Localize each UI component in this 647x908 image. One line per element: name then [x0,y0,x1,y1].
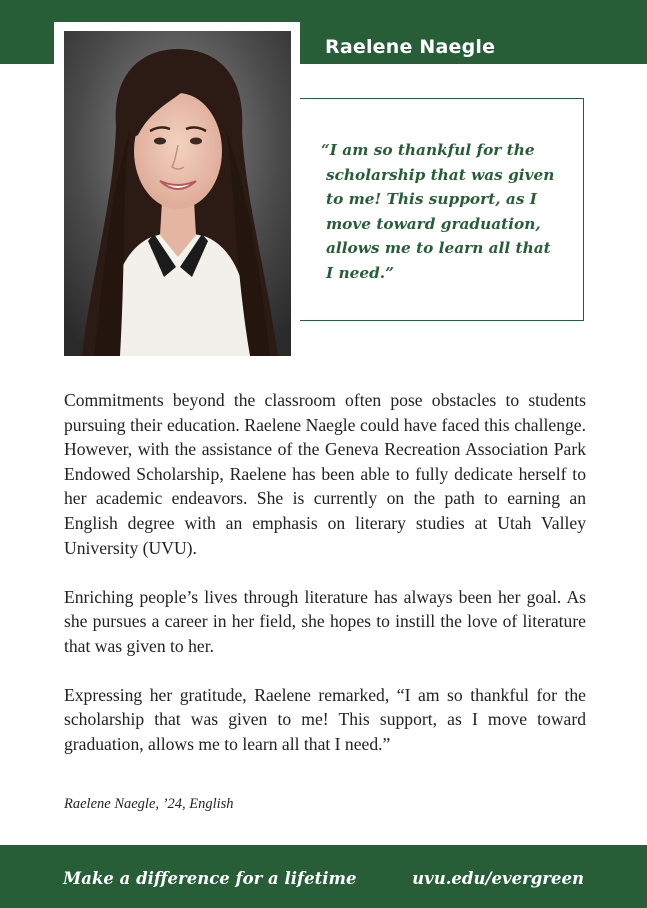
footer-website-link[interactable]: uvu.edu/evergreen [412,869,584,888]
student-name-title: Raelene Naegle [325,36,496,58]
footer-tagline: Make a difference for a lifetime [63,869,357,888]
body-paragraph: Expressing her gratitude, Raelene remarked, “I am so thankful for the scholarship that was given to me! This support, as I move toward graduation, allows me to learn all that I need.” [64,684,586,754]
pull-quote-line: scholarship that was given [326,165,555,184]
pull-quote-line: allows me to learn all that [326,239,551,257]
pull-quote-line: to me! This support, as I [326,190,537,208]
student-caption: Raelene Naegle, ’24, English [64,796,234,812]
portrait-illustration [64,31,291,356]
pull-quote [321,138,561,285]
body-paragraph: Enriching people’s lives through literature has always been her goal. As she pursues a career in her field, she hopes to instill the love of literature that was given to her. [64,586,586,656]
body-paragraph: Commitments beyond the classroom often pose obstacles to students pursuing their education. Raelene Naegle could have faced this challenge. However, with the assistance of the Geneva Recreation Association Park Endowed Scholarship, Raelene has been able to fully dedicate herself to her academic endeavors. She is currently on the path to earning an English degree with an emphasis on literary studies at Utah Valley University (UVU). [64,390,586,558]
pull-quote-line: I need.” [326,263,394,282]
story-body [64,388,586,757]
pull-quote-line: “I am so thankful for the [321,141,535,159]
student-portrait-photo [64,31,291,356]
pull-quote-line: move toward graduation, [326,214,541,233]
